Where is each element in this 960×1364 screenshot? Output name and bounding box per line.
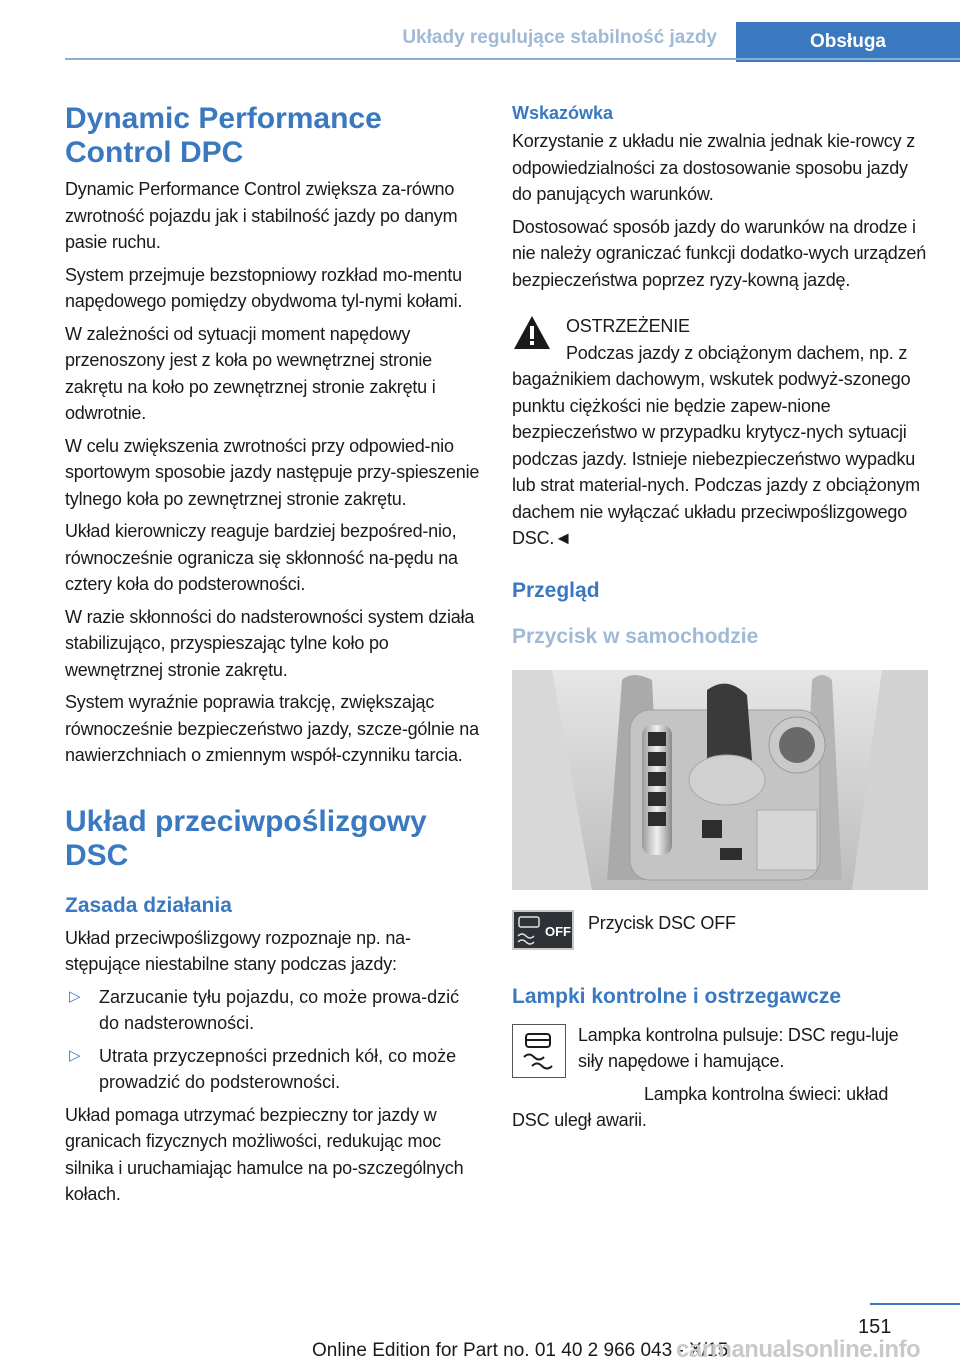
paragraph: Układ pomaga utrzymać bezpieczny tor jazdy w granicach fizycznych możliwości, redukując moc silnika i uruchamiając hamulce na po-szczególnych kołach. [65,1104,464,1204]
heading-overview: Przegląd [512,578,600,602]
header-section-title: Układy regulujące stabilność jazdy [402,27,717,48]
list-item: ▷ Utrata przyczepności przednich kół, co może prowadzić do podsterowności. [65,1043,480,1096]
bullet-triangle-icon: ▷ [69,1046,81,1064]
button-caption: Przycisk DSC OFF [588,912,736,933]
edition-info: Online Edition for Part no. 01 40 2 966 043 - X/15 [312,1340,729,1361]
heading-dsc: Układ przeciwpoślizgowy DSC [65,804,427,872]
paragraph: Układ kierowniczy reaguje bardziej bezpośred-nio, równocześnie ogranicza się skłonność na-pędu na cztery koła do podsterowności. [65,521,458,594]
paragraph: System wyraźnie poprawia trakcję, zwiększając równocześnie bezpieczeństwo jazdy, szcze-gólnie na nawierzchniach o zmiennym współ-czynniku tarcia. [65,692,479,765]
warning-block [512,313,928,552]
header-rule [65,58,960,60]
console-illustration [512,670,928,890]
svg-text:OFF: OFF [545,923,571,939]
paragraph: W zależności od sytuacji moment napędowy przenoszony jest z koła po wewnętrznej stronie zakrętu na koło po zewnętrznej stronie zakrętu i odwrotnie. [65,323,436,423]
paragraph: Lampka kontrolna świeci: układ DSC uległ awarii. [512,1083,889,1130]
dsc-off-button-icon [512,910,574,950]
heading-lamps: Lampki kontrolne i ostrzegawcze [512,984,842,1008]
page-header [65,22,960,60]
heading-dpc: Dynamic Performance Control DPC [65,102,382,169]
center-console-photo [512,670,928,890]
right-column [512,102,928,1134]
paragraph: Dynamic Performance Control zwiększa za-równo zwrotność pojazdu jak i stabilność jazdy po danym pasie ruchu. [65,179,458,252]
dsc-warning-lamp-icon [512,1024,566,1078]
paragraph: System przejmuje bezstopniowy rozkład mo-mentu napędowego pomiędzy obydwoma tyl-nymi kołami. [65,264,463,311]
paragraph: Korzystanie z układu nie zwalnia jednak kie-rowcy z odpowiedzialności za dostosowanie sposobu jazdy do panujących warunków. [512,131,915,204]
heading-principle: Zasada działania [65,893,232,917]
footer-rule [870,1303,960,1305]
watermark: carmanualsonline.info [676,1336,921,1363]
page-number: 151 [858,1316,892,1338]
paragraph: Dostosować sposób jazdy do warunków na drodze i nie należy ograniczać funkcji dodatko-wych urządzeń bezpieczeństwa poprzez ryzy-kowną jazdę. [512,216,927,290]
heading-button: Przycisk w samochodzie [512,624,759,648]
bullet-triangle-icon: ▷ [69,987,81,1005]
left-column [65,102,480,1208]
warning-triangle-icon [512,313,552,353]
lamp-description [512,1022,928,1134]
dsc-off-button-row [512,910,928,954]
header-chapter-tab[interactable]: Obsługa [736,22,960,62]
paragraph: Lampka kontrolna pulsuje: DSC regu-luje siły napędowe i hamujące. [578,1024,899,1071]
note-title: Wskazówka [512,103,614,123]
warning-text: Podczas jazdy z obciążonym dachem, np. z bagażnikiem dachowym, wskutek podwyż-szonego punktu ciężkości nie będzie zapew-nione bezpieczeństwo w przypadku krytycz-nych sytuacji podczas jazdy. Istnieje niebezpieczeństwo wypadku lub strat material-nych. Podczas jazdy z obciążonym dachem nie wyłączać układu przeciwpoślizgowego DSC.◄ [512,342,920,548]
list-item: ▷ Zarzucanie tyłu pojazdu, co może prowa-dzić do nadsterowności. [65,984,480,1037]
paragraph: W razie skłonności do nadsterowności system działa stabilizująco, przyspieszając tylne koło po wewnętrznej stronie zakrętu. [65,606,475,680]
paragraph: Układ przeciwpoślizgowy rozpoznaje np. na-stępujące niestabilne stany podczas jazdy: [65,927,411,974]
warning-title: OSTRZEŻENIE [566,316,690,336]
paragraph: W celu zwiększenia zwrotności przy odpowied-nio sportowym sposobie jazdy następuje przy-spieszenie tylnego koła po zewnętrznej stronie zakrętu. [65,435,480,509]
